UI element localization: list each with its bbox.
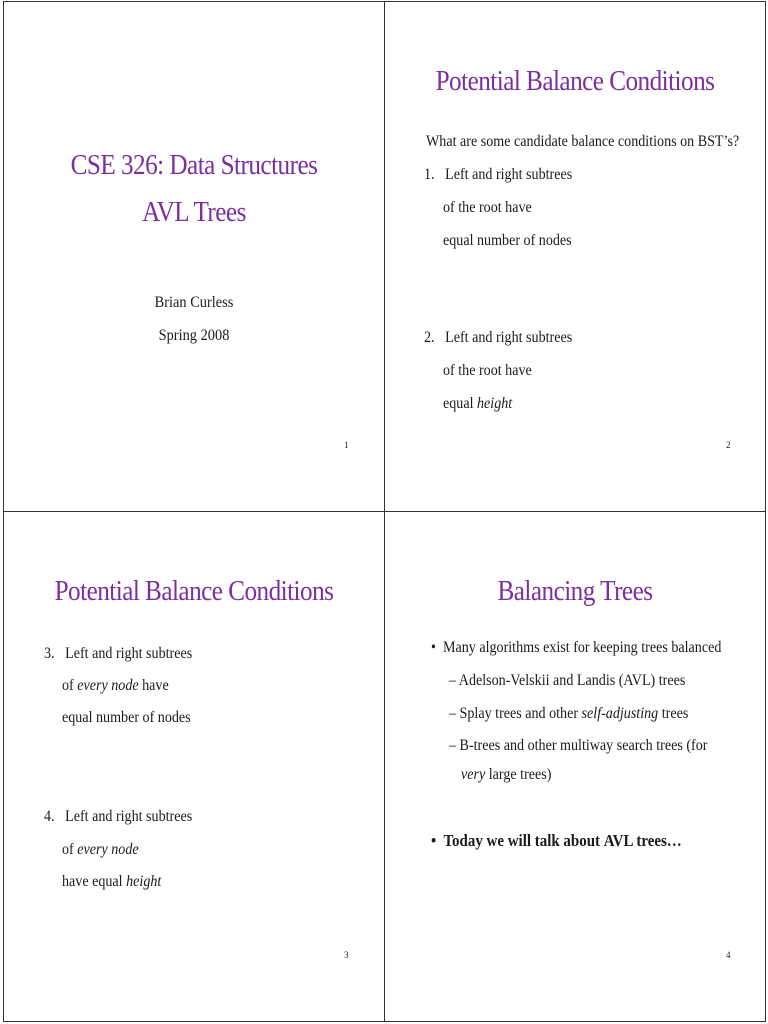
bullet-icon: • <box>431 831 437 850</box>
slide-2-title: Potential Balance Conditions <box>435 66 715 97</box>
slide-2-question: What are some candidate balance conditions on BST’s? <box>426 133 740 150</box>
slide-4-title: Balancing Trees <box>497 576 653 607</box>
emphasis-text: very <box>461 766 486 783</box>
slide-2-item1-line2: of the root have <box>443 199 532 216</box>
sub-text: Splay trees and other <box>459 705 579 722</box>
text: have <box>142 677 169 694</box>
text: of <box>62 841 74 858</box>
item-number: 4. <box>44 808 55 825</box>
slide-2-item2-line3 <box>443 395 512 413</box>
slide-4-bullet-1 <box>431 639 721 657</box>
emphasis-text: height <box>477 395 513 412</box>
bullet-text: Today we will talk about <box>443 831 601 850</box>
text: of <box>62 677 74 694</box>
bullet-icon: • <box>431 639 436 656</box>
slide-1-page-number: 1 <box>344 440 349 450</box>
item-number: 1. <box>424 166 435 183</box>
slide-4-sub-2 <box>449 705 688 723</box>
slide-2-item1-line1 <box>424 166 572 184</box>
slide-3-page-number: 3 <box>344 950 349 960</box>
slide-3-item4-line1 <box>44 808 192 826</box>
dash-icon: – <box>449 672 457 689</box>
slide-2-page-number: 2 <box>726 440 731 450</box>
item-text: Left and right subtrees <box>445 329 573 346</box>
sub-text: trees <box>661 705 689 722</box>
slide-2 <box>385 2 765 510</box>
text: equal <box>443 395 474 412</box>
slide-3 <box>4 512 384 1020</box>
slide-4-sub-3-line2 <box>461 766 551 784</box>
slide-1-title-line2: AVL Trees <box>142 197 246 228</box>
slide-1-author: Brian Curless <box>154 294 234 311</box>
strong-text: AVL trees <box>603 831 667 850</box>
item-text: Left and right subtrees <box>65 808 193 825</box>
slide-3-item4-line2 <box>62 841 139 859</box>
slide-2-item2-line2: of the root have <box>443 362 532 379</box>
slide-4-sub-1 <box>449 672 685 690</box>
item-number: 2. <box>424 329 435 346</box>
slide-3-item4-line3 <box>62 873 161 891</box>
slide-3-title: Potential Balance Conditions <box>54 576 334 607</box>
slide-4-page-number: 4 <box>726 950 731 960</box>
slide-1 <box>4 2 384 510</box>
item-text: Left and right subtrees <box>65 645 193 662</box>
slide-1-term: Spring 2008 <box>158 327 230 344</box>
emphasis-text: height <box>126 873 162 890</box>
item-text: Left and right subtrees <box>445 166 573 183</box>
slide-4-sub-3-line1 <box>449 737 707 755</box>
emphasis-text: every node <box>77 841 139 858</box>
slide-4-bullet-2 <box>431 831 682 851</box>
dash-icon: – <box>449 737 457 754</box>
slide-2-item2-line1 <box>424 329 572 347</box>
sub-text: B-trees and other multiway search trees (for <box>459 737 708 754</box>
dash-icon: – <box>449 705 457 722</box>
bullet-text: Many algorithms exist for keeping trees balanced <box>442 639 722 656</box>
slide-3-item3-line3: equal number of nodes <box>62 709 191 726</box>
emphasis-text: self-adjusting <box>581 705 659 722</box>
ellipsis-text: … <box>666 831 682 850</box>
sub-text: Adelson-Velskii and Landis (AVL) trees <box>458 672 686 689</box>
slide-3-item3-line1 <box>44 645 192 663</box>
slide-3-item3-line2 <box>62 677 169 695</box>
slide-2-item1-line3: equal number of nodes <box>443 232 572 249</box>
slide-4 <box>385 512 765 1020</box>
text: have equal <box>62 873 123 890</box>
slide-1-title-line1: CSE 326: Data Structures <box>70 150 318 181</box>
emphasis-text: every node <box>77 677 139 694</box>
sub-text: large trees) <box>488 766 552 783</box>
item-number: 3. <box>44 645 55 662</box>
